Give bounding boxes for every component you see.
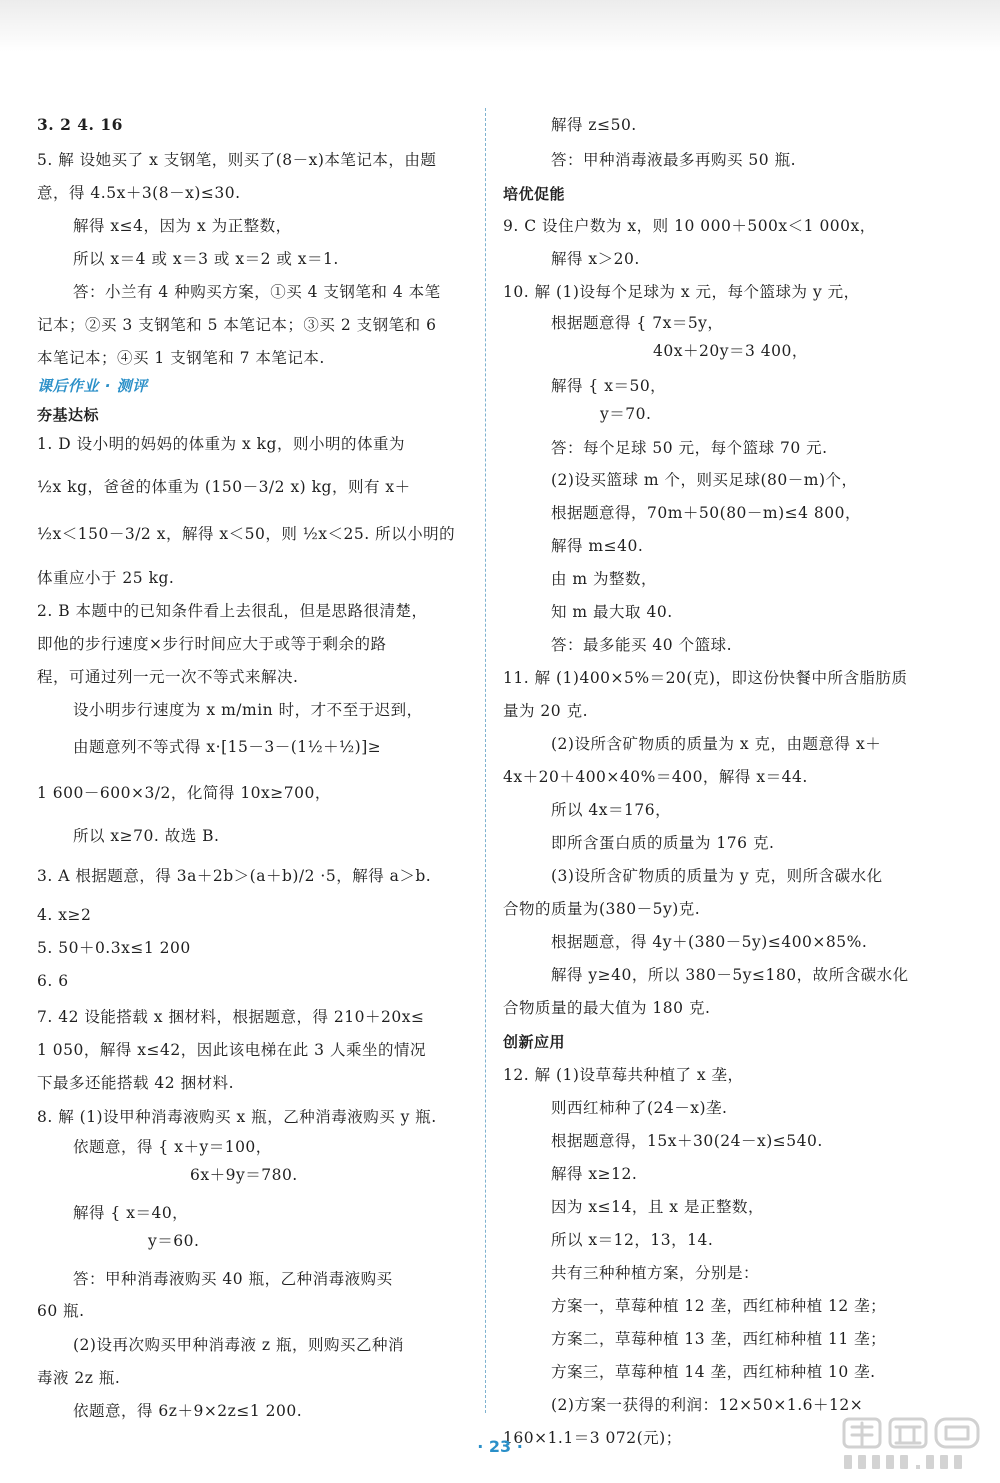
answer-line: 答：甲种消毒液最多再购买 50 瓶. — [551, 151, 797, 169]
answer-line: 7. 42 设能搭载 x 捆材料，根据题意，得 210＋20x≤ — [37, 1008, 425, 1026]
answer-line: (3)设所含矿物质的质量为 y 克，则所含碳水化 — [551, 867, 883, 885]
answer-line: 体重应小于 25 kg. — [37, 569, 175, 587]
answer-line: 方案二，草莓种植 13 垄，西红柿种植 11 垄； — [551, 1330, 887, 1348]
answer-line: 答：小兰有 4 种购买方案，①买 4 支钢笔和 4 本笔 — [73, 283, 441, 301]
answer-line: 答：每个足球 50 元，每个篮球 70 元. — [551, 439, 828, 457]
answer-line: 意，得 4.5x＋3(8－x)≤30. — [37, 184, 241, 202]
answer-line: 1. D 设小明的妈妈的体重为 x kg，则小明的体重为 — [37, 435, 405, 453]
answer-line: 根据题意得，70m＋50(80－m)≤4 800， — [551, 504, 862, 522]
answer-line: 解得 y≥40，所以 380－5y≤180，故所含碳水化 — [551, 966, 909, 984]
answer-line: 依题意，得 6z＋9×2z≤1 200. — [73, 1402, 303, 1420]
section-heading: 课后作业 · 测评 — [37, 377, 148, 395]
answer-line: 依题意，得 { x＋y＝100， — [73, 1138, 272, 1156]
answer-line: 毒液 2z 瓶. — [37, 1369, 121, 1387]
page-top-shadow — [0, 0, 1000, 52]
answer-line: 40x＋20y＝3 400， — [653, 342, 808, 360]
answer-line: 10. 解 (1)设每个足球为 x 元，每个篮球为 y 元， — [503, 283, 860, 301]
answer-line: 答：甲种消毒液购买 40 瓶，乙种消毒液购买 — [73, 1270, 393, 1288]
answer-line: 解得 { x＝50， — [551, 377, 667, 395]
answer-line: 量为 20 克. — [503, 702, 589, 720]
answer-line: (2)设再次购买甲种消毒液 z 瓶，则购买乙种消 — [73, 1336, 404, 1354]
answer-line: 解得 z≤50. — [551, 116, 637, 134]
answer-line: 所以 x＝4 或 x＝3 或 x＝2 或 x＝1. — [73, 250, 339, 268]
answer-line: 11. 解 (1)400×5%＝20(克)，即这份快餐中所含脂肪质 — [503, 669, 908, 687]
answer-line: 记本；②买 3 支钢笔和 5 本笔记本；③买 2 支钢笔和 6 — [37, 316, 437, 334]
answer-line: 1 600－600×3/2，化简得 10x≥700， — [37, 784, 331, 802]
answer-line: 根据题意得，15x＋30(24－x)≤540. — [551, 1132, 823, 1150]
answer-line: 合物质量的最大值为 180 克. — [503, 999, 711, 1017]
answer-line: 合物的质量为(380－5y)克. — [503, 900, 701, 918]
answer-line: 5. 50＋0.3x≤1 200 — [37, 939, 191, 957]
answer-line: 因为 x≤14，且 x 是正整数， — [551, 1198, 764, 1216]
answer-line: 5. 解 设她买了 x 支钢笔，则买了(8－x)本笔记本，由题 — [37, 151, 437, 169]
answer-line: 共有三种种植方案，分别是： — [551, 1264, 760, 1282]
answer-line: 9. C 设住户数为 x，则 10 000＋500x＜1 000x， — [503, 217, 876, 235]
answer-line: 由题意列不等式得 x·[15－3－(1½＋½)]≥ — [73, 738, 382, 756]
answer-line: ½x＜150－3/2 x，解得 x＜50，则 ½x＜25. 所以小明的 — [37, 525, 456, 543]
answer-line: 4. x≥2 — [37, 906, 92, 924]
answer-line: 解得 x≤4，因为 x 为正整数， — [73, 217, 292, 235]
answer-line: 解得 x＞20. — [551, 250, 640, 268]
answer-line: 程，可通过列一元一次不等式来解决. — [37, 668, 299, 686]
answer-line: 3. 2 4. 16 — [37, 115, 123, 134]
answer-line: 根据题意得 { 7x＝5y， — [551, 314, 724, 332]
answer-line: 根据题意，得 4y＋(380－5y)≤400×85%. — [551, 933, 868, 951]
answer-line: 3. A 根据题意，得 3a＋2b＞(a＋b)/2 ·5，解得 a＞b. — [37, 867, 432, 885]
answer-line: 则西红柿种了(24－x)垄. — [551, 1099, 728, 1117]
answer-line: 解得 m≤40. — [551, 537, 644, 555]
answer-line: 方案一，草莓种植 12 垄，西红柿种植 12 垄； — [551, 1297, 887, 1315]
answer-line: 本笔记本；④买 1 支钢笔和 7 本笔记本. — [37, 349, 325, 367]
answer-line: 所以 x＝12，13，14. — [551, 1231, 714, 1249]
answer-line: y＝60. — [148, 1232, 200, 1250]
answer-line: 所以 x≥70. 故选 B. — [73, 827, 220, 845]
answer-line: (2)设买篮球 m 个，则买足球(80－m)个， — [551, 471, 858, 489]
answer-line: (2)设所含矿物质的质量为 x 克，由题意得 x＋ — [551, 735, 882, 753]
answer-line: ½x kg，爸爸的体重为 (150－3/2 x) kg，则有 x＋ — [37, 478, 411, 496]
answer-line: y＝70. — [600, 405, 652, 423]
answer-line: 解得 { x＝40， — [73, 1204, 189, 1222]
answer-line: 4x＋20＋400×40%＝400，解得 x＝44. — [503, 768, 808, 786]
watermark-logo — [838, 1413, 988, 1475]
answer-line: 即所含蛋白质的质量为 176 克. — [551, 834, 775, 852]
column-divider — [485, 108, 486, 1413]
answer-line: 6. 6 — [37, 972, 69, 990]
answer-line: 答：最多能买 40 个篮球. — [551, 636, 733, 654]
section-heading: 夯基达标 — [37, 406, 100, 424]
answer-line: 即他的步行速度×步行时间应大于或等于剩余的路 — [37, 635, 387, 653]
answer-line: 160×1.1＝3 072(元)； — [503, 1429, 682, 1447]
answer-line: 设小明步行速度为 x m/min 时，才不至于迟到， — [73, 701, 423, 719]
answer-line: 解得 x≥12. — [551, 1165, 638, 1183]
answer-line: 12. 解 (1)设草莓共种植了 x 垄， — [503, 1066, 744, 1084]
answer-line: 1 050，解得 x≤42，因此该电梯在此 3 人乘坐的情况 — [37, 1041, 426, 1059]
answer-line: 方案三，草莓种植 14 垄，西红柿种植 10 垄. — [551, 1363, 876, 1381]
section-heading: 培优促能 — [503, 185, 566, 203]
answer-line: 6x＋9y＝780. — [190, 1166, 298, 1184]
page-number: · 23 · — [477, 1437, 523, 1456]
answer-line: 下最多还能搭载 42 捆材料. — [37, 1074, 235, 1092]
answer-line: 2. B 本题中的已知条件看上去很乱，但是思路很清楚， — [37, 602, 428, 620]
answer-line: 知 m 最大取 40. — [551, 603, 673, 621]
section-heading: 创新应用 — [503, 1033, 566, 1051]
answer-line: 8. 解 (1)设甲种消毒液购买 x 瓶，乙种消毒液购买 y 瓶. — [37, 1108, 437, 1126]
answer-line: (2)方案一获得的利润：12×50×1.6＋12× — [551, 1396, 864, 1414]
answer-line: 由 m 为整数， — [551, 570, 658, 588]
answer-line: 60 瓶. — [37, 1302, 85, 1320]
answer-line: 所以 4x＝176， — [551, 801, 672, 819]
